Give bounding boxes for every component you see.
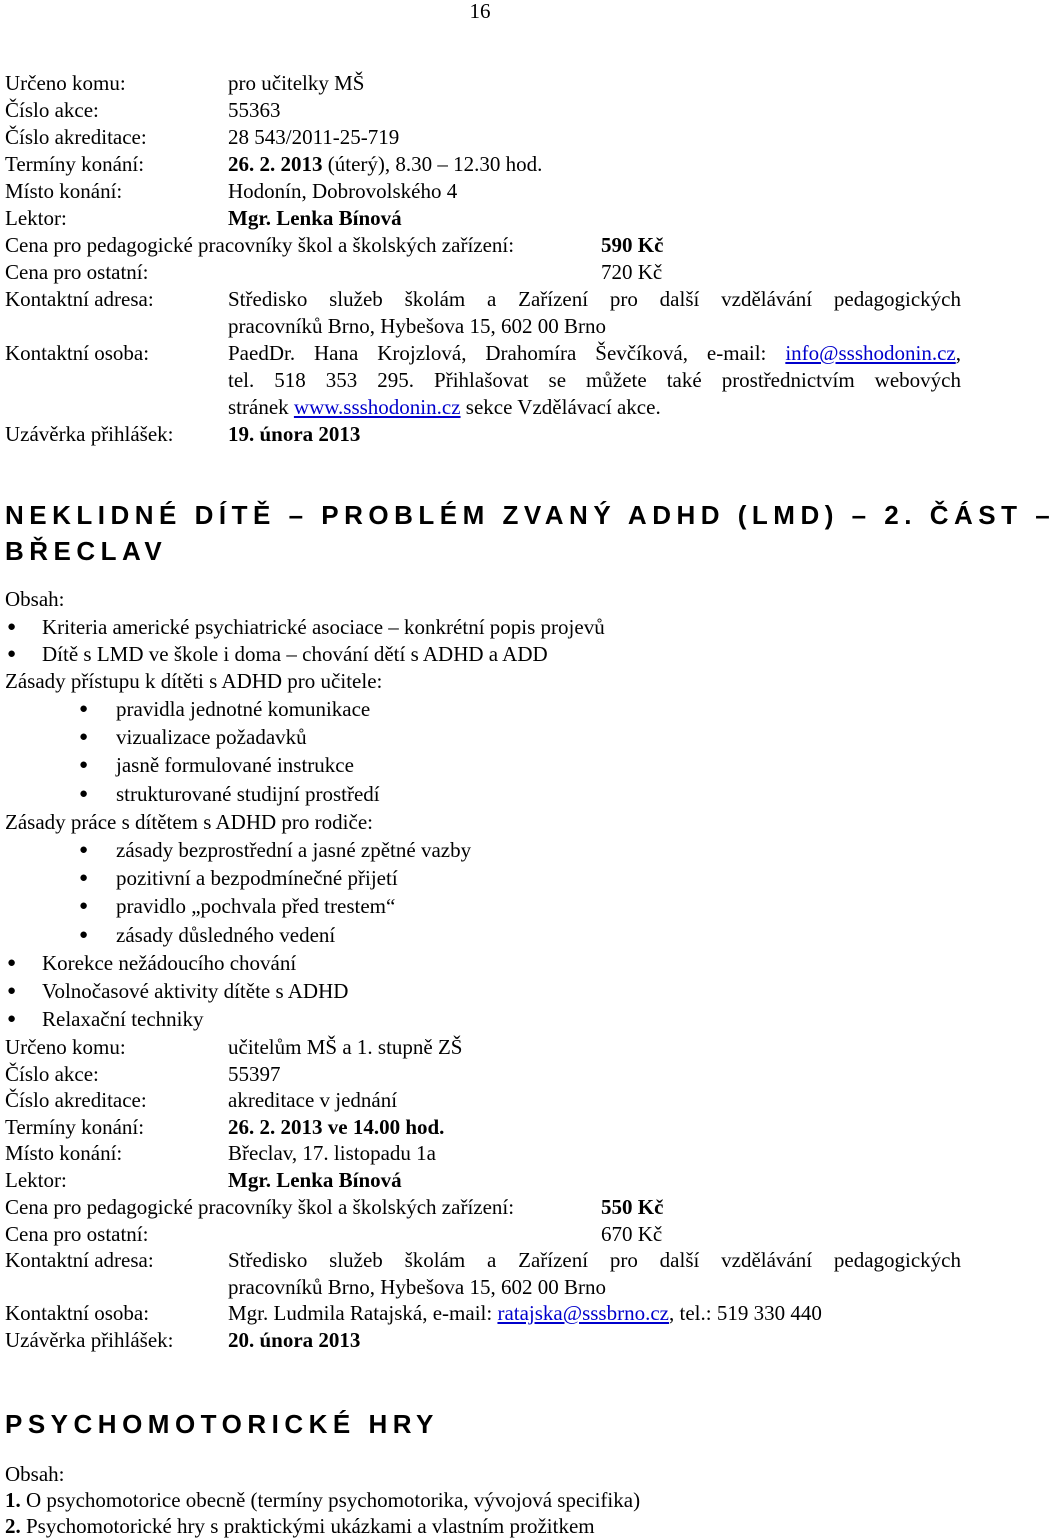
list-item: vizualizace požadavků [116, 725, 307, 749]
accreditation-value: 28 543/2011-25-719 [228, 125, 400, 149]
contact-address-line-2: pracovníků Brno, Hybešova 15, 602 00 Brno [228, 314, 606, 338]
price-teachers-value: 590 Kč [601, 233, 664, 257]
deadline-label: Uzávěrka přihlášek: [5, 422, 174, 446]
bullet-icon: ● [79, 927, 89, 943]
contents-label: Obsah: [5, 1462, 65, 1486]
contact-person-label: Kontaktní osoba: [5, 1301, 150, 1325]
bullet-icon: ● [7, 619, 17, 635]
contact-person-line-3 [228, 394, 661, 420]
bullet-icon: ● [79, 701, 89, 717]
lecturer-label: Lektor: [5, 206, 67, 230]
target-value: učitelům MŠ a 1. stupně ZŠ [228, 1035, 463, 1059]
deadline-label: Uzávěrka přihlášek: [5, 1328, 174, 1352]
list-item: jasně formulované instrukce [116, 753, 354, 777]
lecturer-value: Mgr. Lenka Bínová [228, 1168, 402, 1192]
contact-address-line-1: Středisko služeb školám a Zařízení pro další vzdělávání pedagogických [228, 1248, 961, 1272]
contact-address-line-2: pracovníků Brno, Hybešova 15, 602 00 Brno [228, 1275, 606, 1299]
teacher-principles-label: Zásady přístupu k dítěti s ADHD pro učitele: [5, 669, 383, 693]
bullet-icon: ● [79, 757, 89, 773]
dates-value: 26. 2. 2013 ve 14.00 hod. [228, 1115, 445, 1139]
deadline-value: 20. února 2013 [228, 1328, 361, 1352]
contact-address-label: Kontaktní adresa: [5, 287, 154, 311]
lecturer-value: Mgr. Lenka Bínová [228, 206, 402, 230]
list-item: pravidlo „pochvala před trestem“ [116, 894, 396, 918]
bullet-icon: ● [79, 842, 89, 858]
contact-person-line-2: tel. 518 353 295. Přihlašovat se můžete také prostřednictvím webových [228, 368, 961, 392]
web-suffix: sekce Vzdělávací akce. [460, 395, 661, 419]
section-title-line-2: BŘECLAV [5, 536, 168, 566]
list-item: zásady důsledného vedení [116, 923, 336, 947]
web-prefix: stránek [228, 395, 294, 419]
event-number-value: 55363 [228, 98, 281, 122]
price-others-label: Cena pro ostatní: [5, 1222, 149, 1246]
page-number: 16 [469, 0, 491, 23]
bullet-icon: ● [79, 729, 89, 745]
dates-time: (úterý), 8.30 – 12.30 hod. [322, 152, 543, 176]
accreditation-label: Číslo akreditace: [5, 125, 147, 149]
deadline-value: 19. února 2013 [228, 422, 361, 446]
contact-person-names: PaedDr. Hana Krojzlová, Drahomíra Ševčíková, e-mail: [228, 341, 767, 365]
bullet-icon: ● [7, 983, 17, 999]
numbered-item [5, 1487, 640, 1513]
accreditation-value: akreditace v jednání [228, 1088, 398, 1112]
target-label: Určeno komu: [5, 71, 126, 95]
email-link[interactable]: info@ssshodonin.cz [785, 341, 956, 365]
parent-principles-label: Zásady práce s dítětem s ADHD pro rodiče: [5, 810, 373, 834]
email-link[interactable]: ratajska@sssbrno.cz [497, 1301, 669, 1325]
contact-person-label: Kontaktní osoba: [5, 341, 150, 365]
list-item: Korekce nežádoucího chování [42, 951, 297, 975]
list-item: pravidla jednotné komunikace [116, 697, 371, 721]
web-link[interactable]: www.ssshodonin.cz [293, 395, 461, 419]
event-number-label: Číslo akce: [5, 1062, 99, 1086]
dates-label: Termíny konání: [5, 1115, 145, 1139]
price-others-label: Cena pro ostatní: [5, 260, 149, 284]
contents-label: Obsah: [5, 587, 65, 611]
bullet-icon: ● [7, 646, 17, 662]
venue-value: Hodonín, Dobrovolského 4 [228, 179, 458, 203]
venue-value: Břeclav, 17. listopadu 1a [228, 1141, 437, 1165]
contact-person-phone: , tel.: 519 330 440 [669, 1301, 822, 1325]
list-item: Relaxační techniky [42, 1007, 204, 1031]
item-text: O psychomotorice obecně (termíny psychomotorika, vývojová specifika) [20, 1488, 641, 1512]
item-number: 1. [5, 1488, 21, 1512]
dates-value [228, 151, 542, 177]
contact-address-label: Kontaktní adresa: [5, 1248, 154, 1272]
bullet-icon: ● [79, 786, 89, 802]
price-teachers-label: Cena pro pedagogické pracovníky škol a školských zařízení: [5, 233, 515, 257]
bullet-icon: ● [7, 1011, 17, 1027]
list-item: strukturované studijní prostředí [116, 782, 380, 806]
section-title-line-1: NEKLIDNÉ DÍTĚ – PROBLÉM ZVANÝ ADHD (LMD) – 2. ČÁST – [5, 500, 1055, 530]
item-number: 2. [5, 1514, 21, 1538]
price-teachers-value: 550 Kč [601, 1195, 664, 1219]
section-title: PSYCHOMOTORICKÉ HRY [5, 1409, 439, 1439]
dates-label: Termíny konání: [5, 152, 145, 176]
venue-label: Místo konání: [5, 1141, 123, 1165]
list-item: Kriteria americké psychiatrické asociace – konkrétní popis projevů [42, 615, 605, 639]
target-label: Určeno komu: [5, 1035, 126, 1059]
price-others-value: 670 Kč [601, 1222, 663, 1246]
bullet-icon: ● [79, 898, 89, 914]
contact-person-line-1: PaedDr. Hana Krojzlová, Drahomíra Ševčíková, e-mail: info@ssshodonin.cz, [228, 341, 962, 365]
target-value: pro učitelky MŠ [228, 71, 365, 95]
contact-person-value [228, 1300, 822, 1326]
dates-date: 26. 2. 2013 [228, 152, 323, 176]
list-item: Volnočasové aktivity dítěte s ADHD [42, 979, 349, 1003]
item-text: Psychomotorické hry s praktickými ukázkami a vlastním prožitkem [20, 1514, 595, 1538]
contact-person-name: Mgr. Ludmila Ratajská, e-mail: [228, 1301, 498, 1325]
venue-label: Místo konání: [5, 179, 123, 203]
lecturer-label: Lektor: [5, 1168, 67, 1192]
bullet-icon: ● [79, 870, 89, 886]
bullet-icon: ● [7, 955, 17, 971]
list-item: pozitivní a bezpodmínečné přijetí [116, 866, 398, 890]
contact-address-line-1: Středisko služeb školám a Zařízení pro další vzdělávání pedagogických [228, 287, 961, 311]
event-number-value: 55397 [228, 1062, 281, 1086]
price-teachers-label: Cena pro pedagogické pracovníky škol a školských zařízení: [5, 1195, 515, 1219]
price-others-value: 720 Kč [601, 260, 663, 284]
event-number-label: Číslo akce: [5, 98, 99, 122]
list-item: zásady bezprostřední a jasné zpětné vazby [116, 838, 472, 862]
list-item: Dítě s LMD ve škole i doma – chování dětí s ADHD a ADD [42, 642, 548, 666]
numbered-item [5, 1513, 595, 1539]
accreditation-label: Číslo akreditace: [5, 1088, 147, 1112]
